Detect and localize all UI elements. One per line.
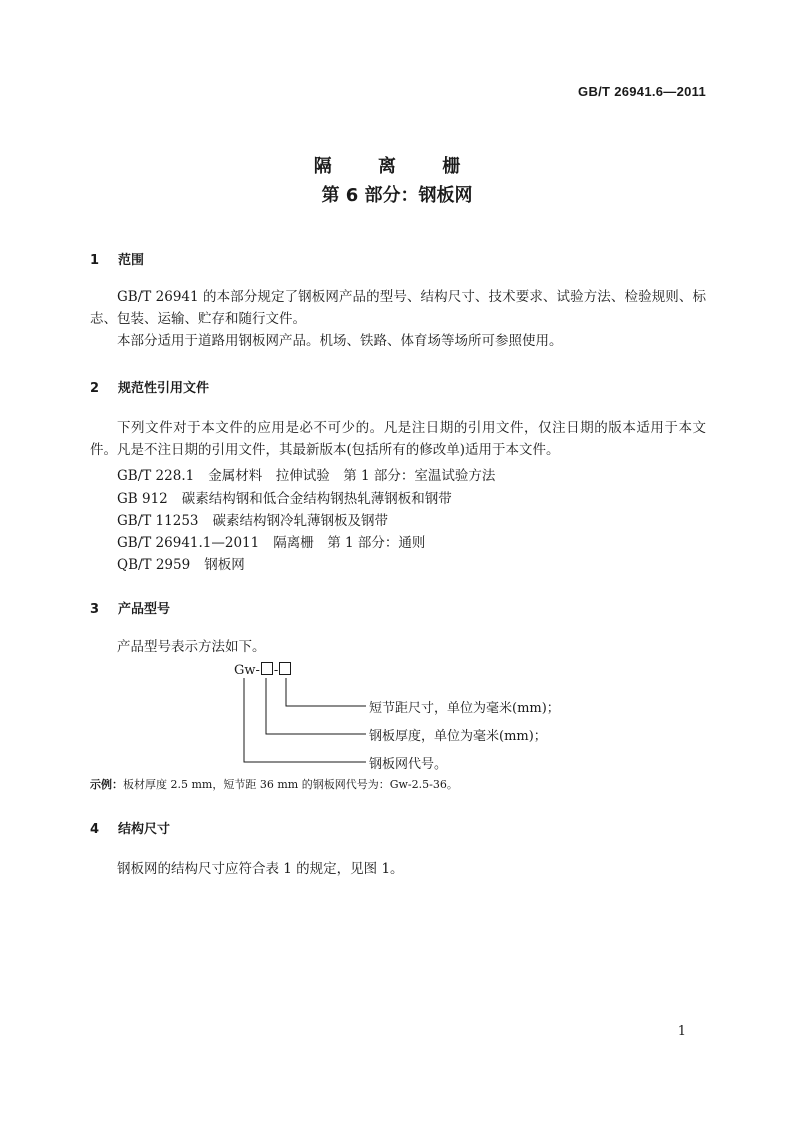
section-4-heading bbox=[90, 818, 170, 837]
reference-title: 碳素结构钢和低合金结构钢热轧薄钢板和钢带 bbox=[181, 491, 452, 507]
standard-code: GB/T 26941.6—2011 bbox=[578, 84, 706, 99]
section-title: 规范性引用文件 bbox=[118, 381, 210, 396]
reference-code: QB/T 2959 bbox=[117, 557, 191, 573]
page-number: 1 bbox=[677, 1024, 686, 1039]
reference-title: 碳素结构钢冷轧薄钢板及钢带 bbox=[212, 513, 388, 529]
section-number: 1 bbox=[90, 253, 100, 268]
section-3-paragraph-1: 产品型号表示方法如下。 bbox=[117, 639, 266, 655]
example-note bbox=[90, 776, 458, 792]
example-text: 板材厚度 2.5 mm，短节距 36 mm 的钢板网代号为：Gw-2.5-36。 bbox=[123, 778, 458, 791]
pitch-label: 短节距尺寸，单位为毫米(mm)； bbox=[369, 701, 560, 716]
leader-line-pitch bbox=[286, 678, 366, 706]
reference-title: 钢板网 bbox=[204, 557, 245, 573]
thickness-label: 钢板厚度，单位为毫米(mm)； bbox=[369, 729, 547, 744]
reference-title: 隔离栅 第 1 部分：通则 bbox=[273, 535, 426, 551]
reference-code: GB/T 26941.1—2011 bbox=[117, 535, 260, 551]
leader-line-code bbox=[244, 678, 366, 762]
section-2-paragraph-1: 下列文件对于本文件的应用是必不可少的。凡是注日期的引用文件，仅注日期的版本适用于本文件。凡是不注日期的引用文件，其最新版本(包括所有的修改单)适用于本文件。 bbox=[90, 420, 706, 458]
section-1-paragraph-2: 本部分适用于道路用钢板网产品。机场、铁路、体育场等场所可参照使用。 bbox=[117, 333, 563, 349]
reference-code: GB/T 228.1 bbox=[117, 468, 195, 484]
section-title: 产品型号 bbox=[118, 602, 171, 617]
section-title: 结构尺寸 bbox=[118, 822, 171, 837]
document-title: 隔 离 栅 bbox=[313, 156, 481, 177]
section-4-paragraph-1: 钢板网的结构尺寸应符合表 1 的规定，见图 1。 bbox=[117, 861, 404, 877]
section-title: 范围 bbox=[118, 253, 145, 268]
model-prefix: Gw- bbox=[234, 663, 260, 678]
section-number: 2 bbox=[90, 381, 100, 396]
reference-code: GB/T 11253 bbox=[117, 513, 199, 529]
section-1-paragraph-1: GB/T 26941 的本部分规定了钢板网产品的型号、结构尺寸、技术要求、试验方法、检验规则、标志、包装、运输、贮存和随行文件。 bbox=[90, 289, 706, 327]
code-label: 钢板网代号。 bbox=[369, 757, 448, 772]
reference-title: 金属材料 拉伸试验 第 1 部分：室温试验方法 bbox=[208, 468, 496, 484]
section-number: 3 bbox=[90, 602, 100, 617]
model-separator: - bbox=[273, 663, 279, 678]
document-subtitle: 第 6 部分：钢板网 bbox=[321, 185, 473, 206]
section-number: 4 bbox=[90, 822, 100, 837]
example-label: 示例： bbox=[90, 778, 123, 791]
reference-code: GB 912 bbox=[117, 491, 168, 507]
